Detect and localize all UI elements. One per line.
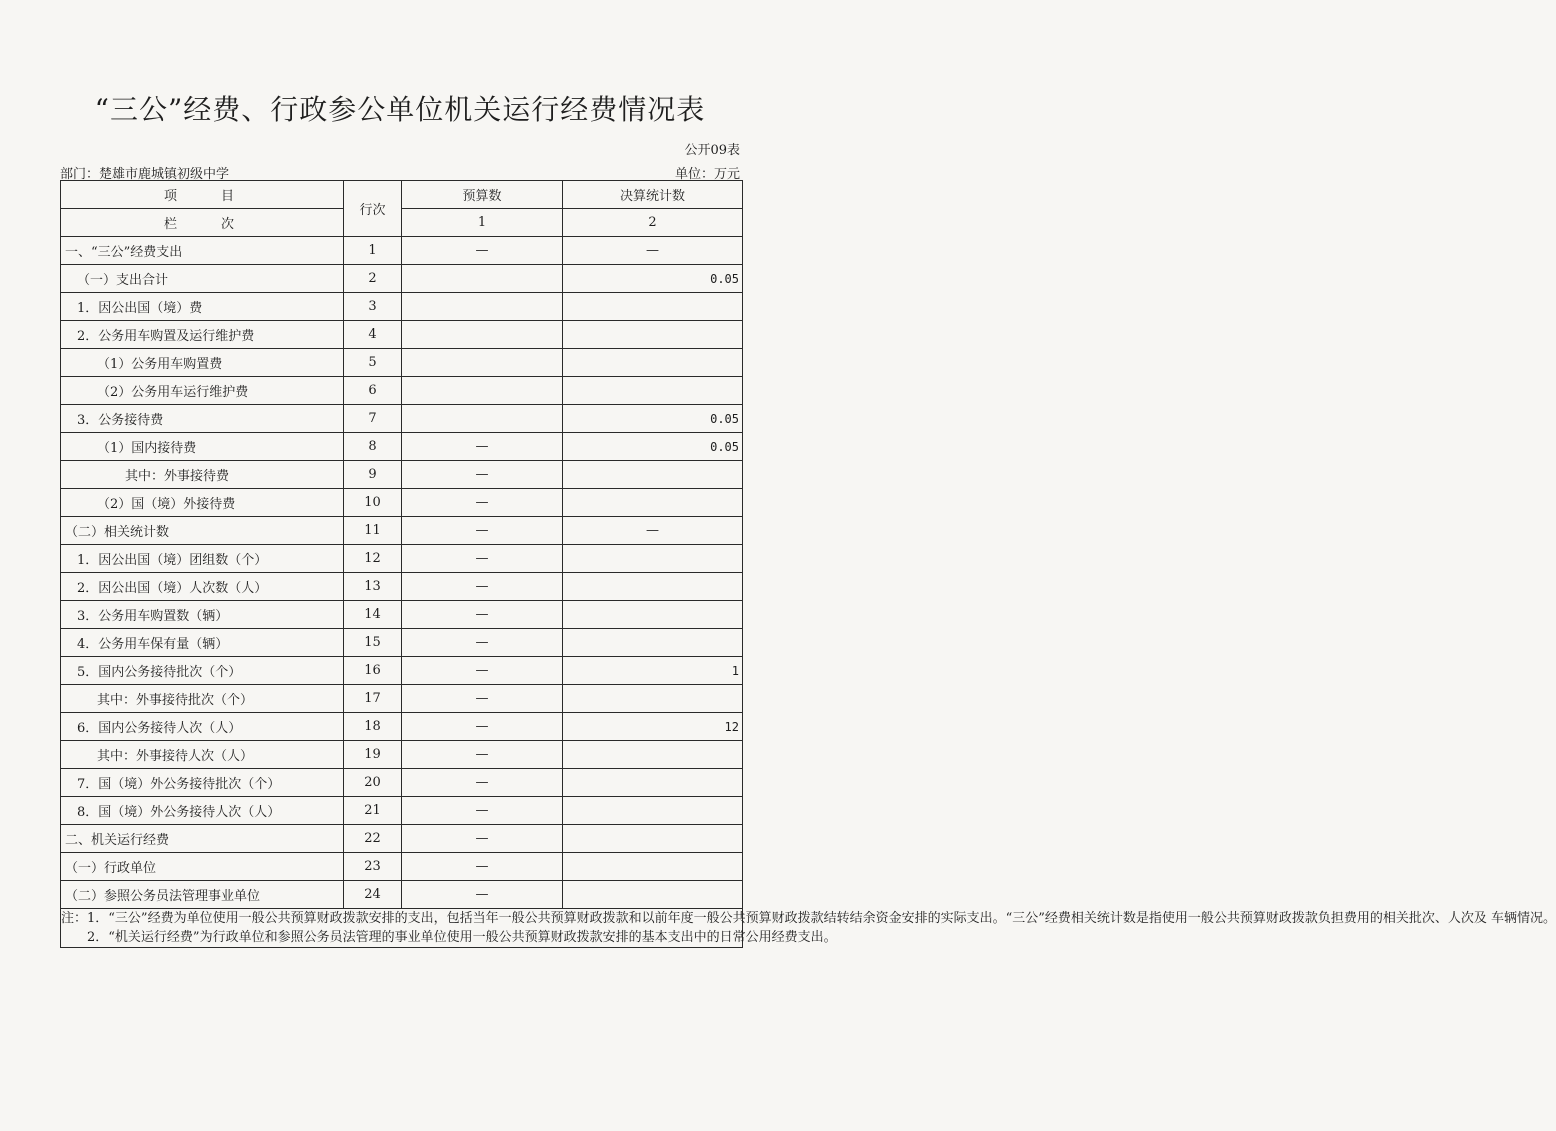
table-row [61,349,743,377]
table-row [61,825,743,853]
row-item: （一）行政单位 [61,853,344,881]
table-row [61,657,743,685]
row-item: 其中：外事接待人次（人） [61,741,344,769]
table-body [61,237,743,909]
row-item: （一）支出合计 [61,265,344,293]
row-item: 8．国（境）外公务接待人次（人） [61,797,344,825]
notes-cell [61,909,1556,948]
row-final [563,461,743,489]
notes-row [61,909,743,948]
row-budget: — [402,433,563,461]
form-code: 公开09表 [684,143,740,158]
row-line-no: 15 [344,629,402,657]
row-final [563,881,743,909]
table-row [61,237,743,265]
row-final [563,293,743,321]
row-line-no: 8 [344,433,402,461]
row-line-no: 11 [344,517,402,545]
row-budget: — [402,237,563,265]
row-budget: — [402,573,563,601]
row-line-no: 12 [344,545,402,573]
row-final: — [563,237,743,265]
row-line-no: 3 [344,293,402,321]
row-budget: — [402,601,563,629]
row-final: 0.05 [563,405,743,433]
row-line-no: 16 [344,657,402,685]
row-budget: — [402,853,563,881]
row-line-no: 18 [344,713,402,741]
row-budget [402,265,563,293]
row-budget: — [402,545,563,573]
row-item: 2．公务用车购置及运行维护费 [61,321,344,349]
table-row [61,405,743,433]
row-final [563,741,743,769]
table-row [61,377,743,405]
row-final [563,853,743,881]
table-row [61,573,743,601]
row-item: 其中：外事接待费 [61,461,344,489]
row-line-no: 1 [344,237,402,265]
table-row [61,433,743,461]
table-row [61,713,743,741]
row-item: 1．因公出国（境）费 [61,293,344,321]
row-line-no: 21 [344,797,402,825]
table-row [61,321,743,349]
subheader-row [61,209,743,237]
table-row [61,545,743,573]
row-final [563,321,743,349]
table-row [61,685,743,713]
row-item: 4．公务用车保有量（辆） [61,629,344,657]
table-row [61,797,743,825]
table-row [61,293,743,321]
row-item: 一、“三公”经费支出 [61,237,344,265]
row-line-no: 17 [344,685,402,713]
table-row [61,769,743,797]
row-final [563,545,743,573]
row-budget: — [402,517,563,545]
row-item: 1．因公出国（境）团组数（个） [61,545,344,573]
note-2: 2．“机关运行经费”为行政单位和参照公务员法管理的事业单位使用一般公共预算财政拨款安排的基本支出中的日常公用经费支出。 [87,930,837,945]
header-item: 项 目 [61,181,344,209]
row-budget [402,405,563,433]
subheader-item: 栏 次 [61,209,344,237]
row-line-no: 10 [344,489,402,517]
subheader-final: 2 [563,209,743,237]
row-budget: — [402,741,563,769]
row-final [563,573,743,601]
row-line-no: 6 [344,377,402,405]
row-final [563,825,743,853]
row-budget: — [402,489,563,517]
row-budget [402,377,563,405]
row-item: （2）公务用车运行维护费 [61,377,344,405]
row-line-no: 19 [344,741,402,769]
row-item: （二）相关统计数 [61,517,344,545]
table-row [61,853,743,881]
row-budget: — [402,685,563,713]
row-budget: — [402,769,563,797]
table-row [61,741,743,769]
row-budget [402,321,563,349]
row-item: 2．因公出国（境）人次数（人） [61,573,344,601]
row-final [563,685,743,713]
page-title: “三公”经费、行政参公单位机关运行经费情况表 [94,93,706,126]
row-item: （1）公务用车购置费 [61,349,344,377]
row-item: 6．国内公务接待人次（人） [61,713,344,741]
row-line-no: 2 [344,265,402,293]
row-budget: — [402,657,563,685]
row-item: 其中：外事接待批次（个） [61,685,344,713]
row-line-no: 5 [344,349,402,377]
row-final: 12 [563,713,743,741]
row-budget [402,293,563,321]
row-final [563,377,743,405]
subheader-budget: 1 [402,209,563,237]
row-line-no: 14 [344,601,402,629]
report-table [60,180,1556,948]
row-final [563,349,743,377]
row-line-no: 23 [344,853,402,881]
row-item: 3．公务接待费 [61,405,344,433]
row-final [563,601,743,629]
row-item: （2）国（境）外接待费 [61,489,344,517]
row-item: 5．国内公务接待批次（个） [61,657,344,685]
row-budget: — [402,797,563,825]
header-row [61,181,743,209]
table-row [61,517,743,545]
row-budget: — [402,825,563,853]
table-row [61,601,743,629]
row-budget: — [402,461,563,489]
table-row [61,881,743,909]
row-final [563,797,743,825]
row-line-no: 13 [344,573,402,601]
header-budget: 预算数 [402,181,563,209]
row-line-no: 20 [344,769,402,797]
row-budget: — [402,629,563,657]
row-budget: — [402,713,563,741]
department-label: 部门：楚雄市鹿城镇初级中学 [60,167,230,182]
row-item: 3．公务用车购置数（辆） [61,601,344,629]
row-item: 二、机关运行经费 [61,825,344,853]
row-final: 0.05 [563,433,743,461]
row-line-no: 24 [344,881,402,909]
row-item: （二）参照公务员法管理事业单位 [61,881,344,909]
table-row [61,265,743,293]
note-1: 注：1．“三公”经费为单位使用一般公共预算财政拨款安排的支出，包括当年一般公共预算财政拨款和以前年度一般公共预算财政拨款结转结余资金安排的实际支出。“三公”经费相关统计数是指使用一般公共预算财政拨款负担费用的相关批次、人次及 车辆情况。 [61,911,1556,926]
unit-label: 单位：万元 [674,167,740,182]
row-final: 0.05 [563,265,743,293]
row-line-no: 7 [344,405,402,433]
header-final: 决算统计数 [563,181,743,209]
row-line-no: 9 [344,461,402,489]
table-row [61,461,743,489]
row-final: 1 [563,657,743,685]
row-line-no: 4 [344,321,402,349]
row-budget [402,349,563,377]
row-budget: — [402,881,563,909]
row-line-no: 22 [344,825,402,853]
header-line-no: 行次 [344,181,402,237]
row-final [563,489,743,517]
row-item: 7．国（境）外公务接待批次（个） [61,769,344,797]
table-row [61,489,743,517]
row-final: — [563,517,743,545]
row-final [563,769,743,797]
table-row [61,629,743,657]
row-item: （1）国内接待费 [61,433,344,461]
row-final [563,629,743,657]
